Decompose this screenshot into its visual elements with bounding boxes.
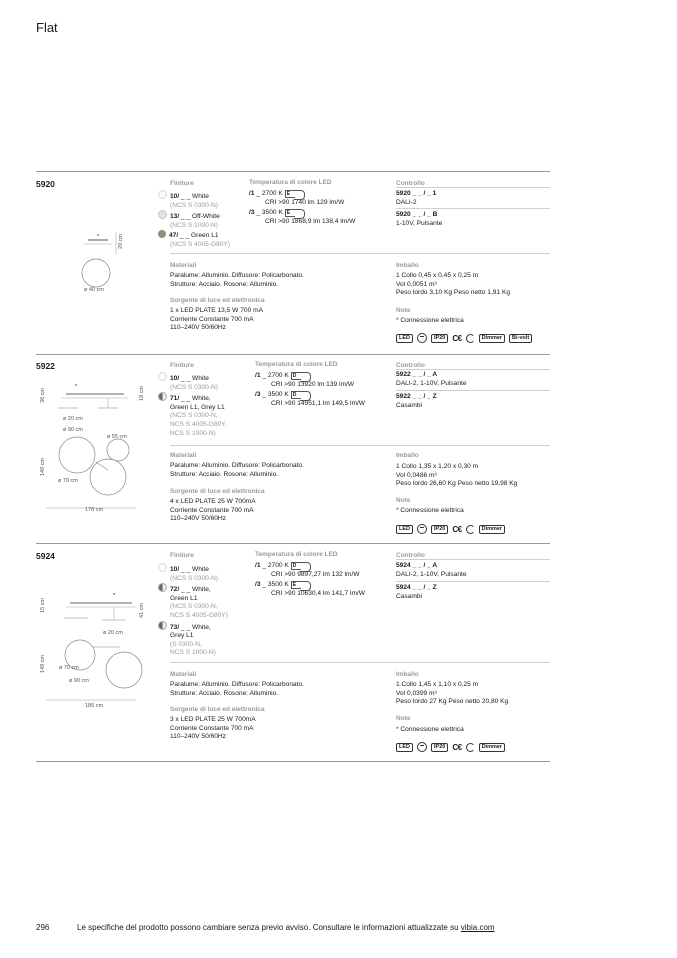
ce-mark-icon: C€: [452, 333, 462, 343]
divider: [396, 208, 550, 209]
note-text: * Connessione elettrica: [396, 507, 464, 514]
multicolor-swatch: [158, 621, 167, 630]
energy-class-icon: D: [291, 391, 302, 399]
energy-class-icon: D: [291, 372, 302, 380]
temp-list: /1 _ 2700 K D CRI >90 9897,27 lm 132 lm/W /3 _ 3500 K E CRI >90 10630,4 lm 141,7 lm/W: [255, 562, 366, 597]
cert-badges: [396, 742, 505, 752]
product-drawing-5922: [36, 380, 146, 520]
dimmer-badge: Dimmer: [479, 525, 505, 534]
diameter-dim: ø 20 cm: [103, 630, 123, 636]
led-badge: LED: [396, 743, 413, 752]
materials-label: Materiali: [170, 671, 197, 678]
recycle-icon: [466, 743, 475, 752]
led-badge: LED: [396, 334, 413, 343]
energy-class-icon: D: [291, 562, 302, 570]
control-label: Controllo: [396, 362, 425, 369]
diameter-dim: ø 90 cm: [63, 427, 83, 433]
section-divider: [36, 761, 550, 762]
white-swatch: [158, 190, 167, 199]
finishes-list: 10/ _ _ White (NCS S 0300-N) 72/ _ _ White, Green L1 (NCS S 0300-N, NCS S 4005-G80Y) 73/ _ _ White, Grey L1 (S 0300-N, NCS S 1000-N): [158, 563, 228, 658]
dimmer-badge: Dimmer: [479, 334, 505, 343]
bulb-icon: [417, 333, 427, 343]
source-label: Sorgente di luce ed elettronica: [170, 297, 265, 304]
source-label: Sorgente di luce ed elettronica: [170, 706, 265, 713]
divider: [396, 559, 550, 560]
source-text: 1 x LED PLATE 13,5 W 700 mA Corriente Constante 700 mA 110–240V 50/60Hz: [170, 307, 263, 332]
divider: [396, 390, 550, 391]
ip-badge: IP20: [431, 525, 448, 534]
control-item: 5924 _ _ / _ A DALI-2, 1-10V, Pulsante: [396, 562, 467, 578]
width-dim: 178 cm: [85, 507, 104, 513]
packaging-label: Imballo: [396, 671, 419, 678]
source-label: Sorgente di luce ed elettronica: [170, 488, 265, 495]
white-swatch: [158, 372, 167, 381]
height-dim: 36 cm: [40, 388, 46, 403]
energy-class-icon: E: [291, 581, 301, 589]
ce-mark-icon: C€: [452, 742, 462, 752]
divider: [396, 369, 550, 370]
note-label: Note: [396, 497, 411, 504]
diameter-dim: ø 20 cm: [63, 416, 83, 422]
ce-mark-icon: C€: [452, 524, 462, 534]
dimmer-badge: Dimmer: [479, 743, 505, 752]
materials-text: Paralume: Alluminio. Diffusore: Policarbonato. Strutture: Acciaio. Rosone: Alluminio.: [170, 462, 305, 478]
cert-badges: [396, 333, 532, 343]
finishes-label: Finiture: [170, 180, 194, 187]
control-item: 5924 _ _ / _ Z Casambi: [396, 584, 437, 600]
offwhite-swatch: [158, 210, 167, 219]
finish-item: 13/ _ _ Off-White: [158, 210, 230, 222]
recycle-icon: [466, 525, 475, 534]
packaging-text: 1 Collo 0,45 x 0,45 x 0,25 m Vol 0,0051 m³ Peso lordo 3,10 Kg Peso netto 1,91 Kg: [396, 272, 511, 297]
packaging-text: 1 Collo 1,45 x 1,10 x 0,25 m Vol 0,0399 m³ Peso lordo 27 Kg Peso netto 20,80 Kg: [396, 681, 509, 706]
control-item: 5920 _ _ / _ 1 DALI-2: [396, 190, 437, 206]
divider: [170, 662, 550, 663]
source-text: 4 x LED PLATE 25 W 700mA Corriente Constante 700 mA 110–240V 50/60Hz: [170, 498, 256, 523]
finish-item: 47/ _ _ Green L1: [158, 230, 230, 241]
led-badge: LED: [396, 525, 413, 534]
finishes-label: Finiture: [170, 552, 194, 559]
bivolt-badge: Bi-volt: [509, 334, 532, 343]
source-text: 3 x LED PLATE 25 W 700mA Corriente Constante 700 mA 110–240V 50/60Hz: [170, 716, 256, 741]
height-dim: 41 cm: [139, 603, 145, 618]
energy-class-icon: E: [285, 190, 295, 198]
temp-list: /1 _ 2700 K D CRI >90 13920 lm 139 lm/W /3 _ 3500 K D CRI >90 14951,1 lm 149,5 lm/W: [255, 372, 366, 407]
control-label: Controllo: [396, 552, 425, 559]
height-dim: 18 cm: [139, 386, 145, 401]
height-dim: 149 cm: [40, 458, 46, 477]
finish-item: 10/ _ _ White: [158, 190, 230, 202]
temp-list: /1 _ 2700 K E CRI >90 1740 lm 129 lm/W /3 _ 3500 K E CRI >90 1868,9 lm 138,4 lm/W: [249, 190, 356, 225]
bulb-icon: [417, 524, 427, 534]
product-drawing-5924: [36, 590, 146, 710]
temp-label: Temperatura di colore LED: [255, 551, 338, 558]
height-dim: 15 cm: [40, 598, 46, 613]
divider: [396, 581, 550, 582]
diameter-dim: ø 70 cm: [59, 665, 79, 671]
diameter-dim: ø 55 cm: [107, 434, 127, 440]
product-drawing-5920: [70, 228, 140, 298]
green-swatch: [158, 230, 166, 238]
product-code: 5922: [36, 361, 55, 371]
ip-badge: IP20: [431, 334, 448, 343]
materials-label: Materiali: [170, 452, 197, 459]
footer-disclaimer: Le specifiche del prodotto possono cambiare senza previo avviso. Consultare le informazioni attualizzate su vibia.com: [77, 923, 495, 932]
control-item: 5922 _ _ / _ Z Casambi: [396, 393, 437, 409]
page-title: Flat: [36, 20, 58, 35]
section-divider: [36, 171, 550, 172]
materials-text: Paralume: Alluminio. Diffusore: Policarbonato. Strutture: Acciaio. Rosone: Alluminio.: [170, 681, 305, 697]
control-item: 5922 _ _ / _ A DALI-2, 1-10V, Pulsante: [396, 371, 467, 387]
temp-label: Temperatura di colore LED: [249, 179, 332, 186]
divider: [170, 445, 550, 446]
white-swatch: [158, 563, 167, 572]
packaging-text: 1 Collo 1,35 x 1,20 x 0,30 m Vol 0,0486 m³ Peso lordo 26,60 Kg Peso netto 19,98 Kg: [396, 463, 518, 488]
ip-badge: IP20: [431, 743, 448, 752]
diameter-dim: ø 70 cm: [58, 478, 78, 484]
control-label: Controllo: [396, 180, 425, 187]
control-item: 5920 _ _ / _ B 1-10V, Pulsante: [396, 211, 443, 227]
finishes-label: Finiture: [170, 362, 194, 369]
width-dim: 186 cm: [85, 703, 104, 709]
diameter-dim: ø 90 cm: [69, 678, 89, 684]
site-link[interactable]: vibia.com: [460, 923, 495, 932]
product-code: 5920: [36, 179, 55, 189]
cert-badges: [396, 524, 505, 534]
packaging-label: Imballo: [396, 262, 419, 269]
note-label: Note: [396, 307, 411, 314]
divider: [170, 253, 550, 254]
product-code: 5924: [36, 551, 55, 561]
height-dim: 149 cm: [40, 655, 46, 674]
bulb-icon: [417, 742, 427, 752]
multicolor-swatch: [158, 583, 167, 592]
recycle-icon: [466, 334, 475, 343]
finishes-list: 10/ _ _ White (NCS S 0300-N) 13/ _ _ Off-White (NCS S 1000-N) 47/ _ _ Green L1 (NCS S 4005-G80Y): [158, 190, 230, 250]
packaging-label: Imballo: [396, 452, 419, 459]
divider: [396, 187, 550, 188]
materials-text: Paralume: Alluminio. Diffusore: Policarbonato. Strutture: Acciaio. Rosone: Alluminio.: [170, 272, 305, 288]
diameter-dim: ø 40 cm: [84, 287, 104, 293]
note-text: * Connessione elettrica: [396, 726, 464, 733]
note-label: Note: [396, 715, 411, 722]
note-text: * Connessione elettrica: [396, 317, 464, 324]
energy-class-icon: E: [285, 209, 295, 217]
disc-plan: [82, 259, 110, 287]
temp-label: Temperatura di colore LED: [255, 361, 338, 368]
multicolor-swatch: [158, 392, 167, 401]
height-dim: 20 cm: [118, 234, 124, 249]
page-number: 296: [36, 923, 50, 932]
finishes-list: 10/ _ _ White (NCS S 0300-N) 71/ _ _ White, Green L1, Grey L1 (NCS S 0300-N, NCS S 4005-G80Y, NCS S 1000-N): [158, 372, 227, 438]
materials-label: Materiali: [170, 262, 197, 269]
section-divider: [36, 354, 550, 355]
section-divider: [36, 543, 550, 544]
